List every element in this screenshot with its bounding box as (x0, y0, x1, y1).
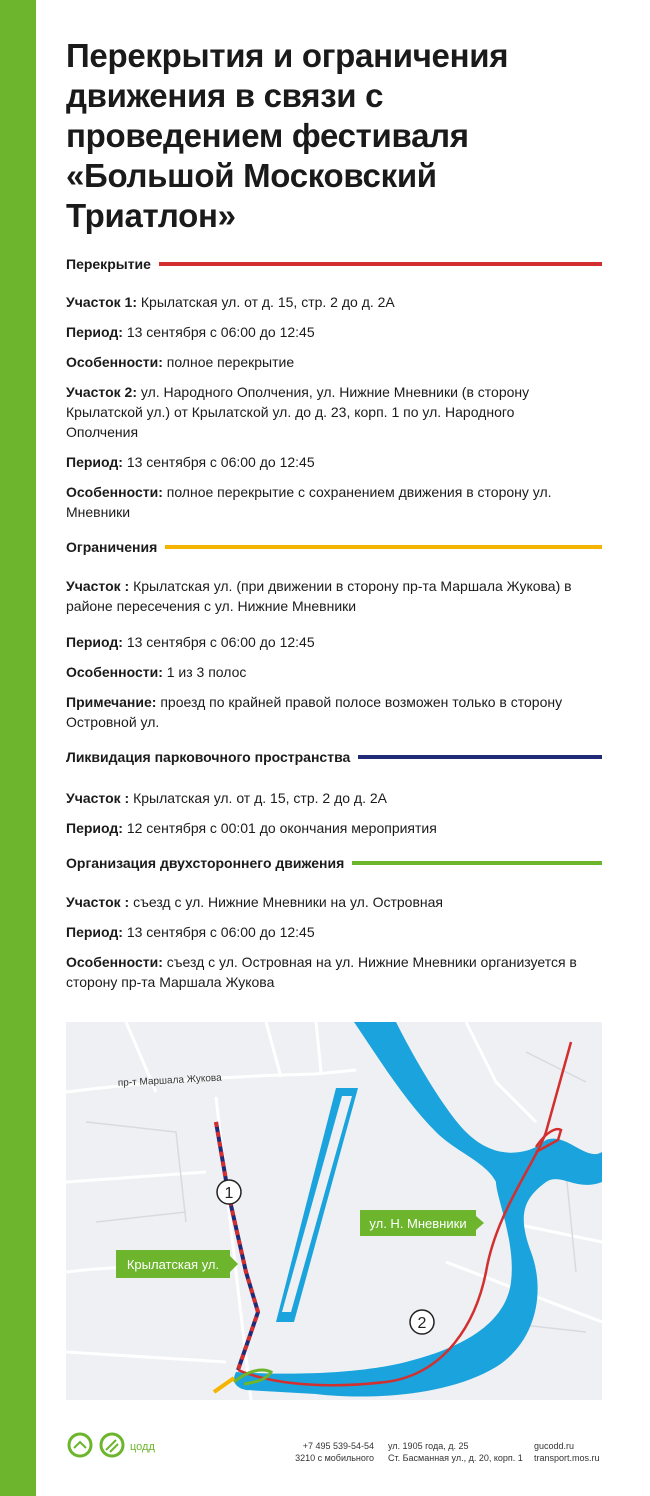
marker-2-label: 2 (417, 1315, 427, 1332)
closure-features-1: Особенности: полное перекрытие (66, 354, 295, 370)
parking-color-line (358, 755, 602, 759)
label-mnevniki (360, 1210, 484, 1236)
restriction-features: Особенности: 1 из 3 полос (66, 664, 247, 680)
page-title: Перекрытия и ограничения движения в связи с проведением фестиваля «Большой Московский Триатлон» (66, 37, 509, 234)
closure-features-2: Особенности: полное перекрытие с сохранением движения в сторону ул. Мневники (66, 484, 552, 520)
label-krylatskaya-text: Крылатская ул. (126, 1257, 220, 1272)
section-heading-parking (66, 747, 602, 767)
section-title: Ограничения (66, 539, 158, 555)
closure-period-2: Период: 13 сентября с 06:00 до 12:45 (66, 454, 315, 470)
restriction-period: Период: 13 сентября с 06:00 до 12:45 (66, 634, 315, 650)
section-title: Ликвидация парковочного пространства (66, 749, 351, 765)
section-heading-restriction (66, 537, 602, 557)
closure-period-1: Период: 13 сентября с 06:00 до 12:45 (66, 324, 315, 340)
section-heading-closure (66, 254, 602, 274)
footer-addresses (388, 1440, 523, 1464)
street-label-marshal-zhukov: пр-т Маршала Жукова (117, 1072, 222, 1089)
section-title: Перекрытие (66, 256, 151, 272)
footer-address-2: Ст. Басманная ул., д. 20, корп. 1 (388, 1453, 523, 1463)
logo-text: цодд (130, 1441, 155, 1453)
logo-mark-icon (74, 1442, 86, 1448)
logo-stripes-icon (106, 1440, 118, 1452)
footer-site-1[interactable]: gucodd.ru (534, 1441, 575, 1451)
closure-color-line (159, 262, 602, 266)
twoway-features: Особенности: съезд с ул. Островная на ул. Нижние Мневники организуется в сторону пр-та Маршала Жукова (66, 954, 577, 990)
label-krylatskaya (116, 1250, 238, 1278)
footer-phones (294, 1440, 374, 1464)
marker-1-label: 1 (224, 1185, 234, 1202)
twoway-section: Участок : съезд с ул. Нижние Мневники на ул. Островная (66, 894, 444, 910)
parking-section: Участок : Крылатская ул. от д. 15, стр. 2 до д. 2А (66, 790, 387, 806)
label-mnevniki-text: ул. Н. Мневники (369, 1216, 467, 1231)
footer-sites (534, 1440, 600, 1464)
footer (66, 1428, 606, 1468)
closure-section-1: Участок 1: Крылатская ул. от д. 15, стр. 2 до д. 2А (66, 294, 395, 310)
footer-phone-2: 3210 с мобильного (295, 1453, 374, 1463)
footer-address-1: ул. 1905 года, д. 25 (388, 1441, 469, 1451)
closure-section-2: Участок 2: ул. Народного Ополчения, ул. Нижние Мневники (в сторону Крылатской ул.) от Крылатской ул. до д. 23, корп. 1 по ул. Народного Ополчения (66, 384, 530, 440)
brand-side-bar (0, 0, 36, 1496)
twoway-period: Период: 13 сентября с 06:00 до 12:45 (66, 924, 315, 940)
section-heading-twoway (66, 853, 602, 873)
section-title: Организация двухстороннего движения (66, 855, 345, 871)
parking-period: Период: 12 сентября с 00:01 до окончания мероприятия (66, 820, 437, 836)
restriction-section: Участок : Крылатская ул. (при движении в сторону пр-та Маршала Жукова) в районе пересечения с ул. Нижние Мневники (66, 578, 572, 614)
restriction-note: Примечание: проезд по крайней правой полосе возможен только в сторону Островной ул. (66, 694, 563, 730)
route-map (66, 1022, 602, 1400)
twoway-color-line (352, 861, 602, 865)
footer-phone-1: +7 495 539-54-54 (302, 1441, 374, 1451)
logo-ring-icon (69, 1434, 91, 1456)
footer-site-2[interactable]: transport.mos.ru (534, 1453, 600, 1463)
restriction-color-line (165, 545, 602, 549)
codd-logo (66, 1428, 186, 1468)
